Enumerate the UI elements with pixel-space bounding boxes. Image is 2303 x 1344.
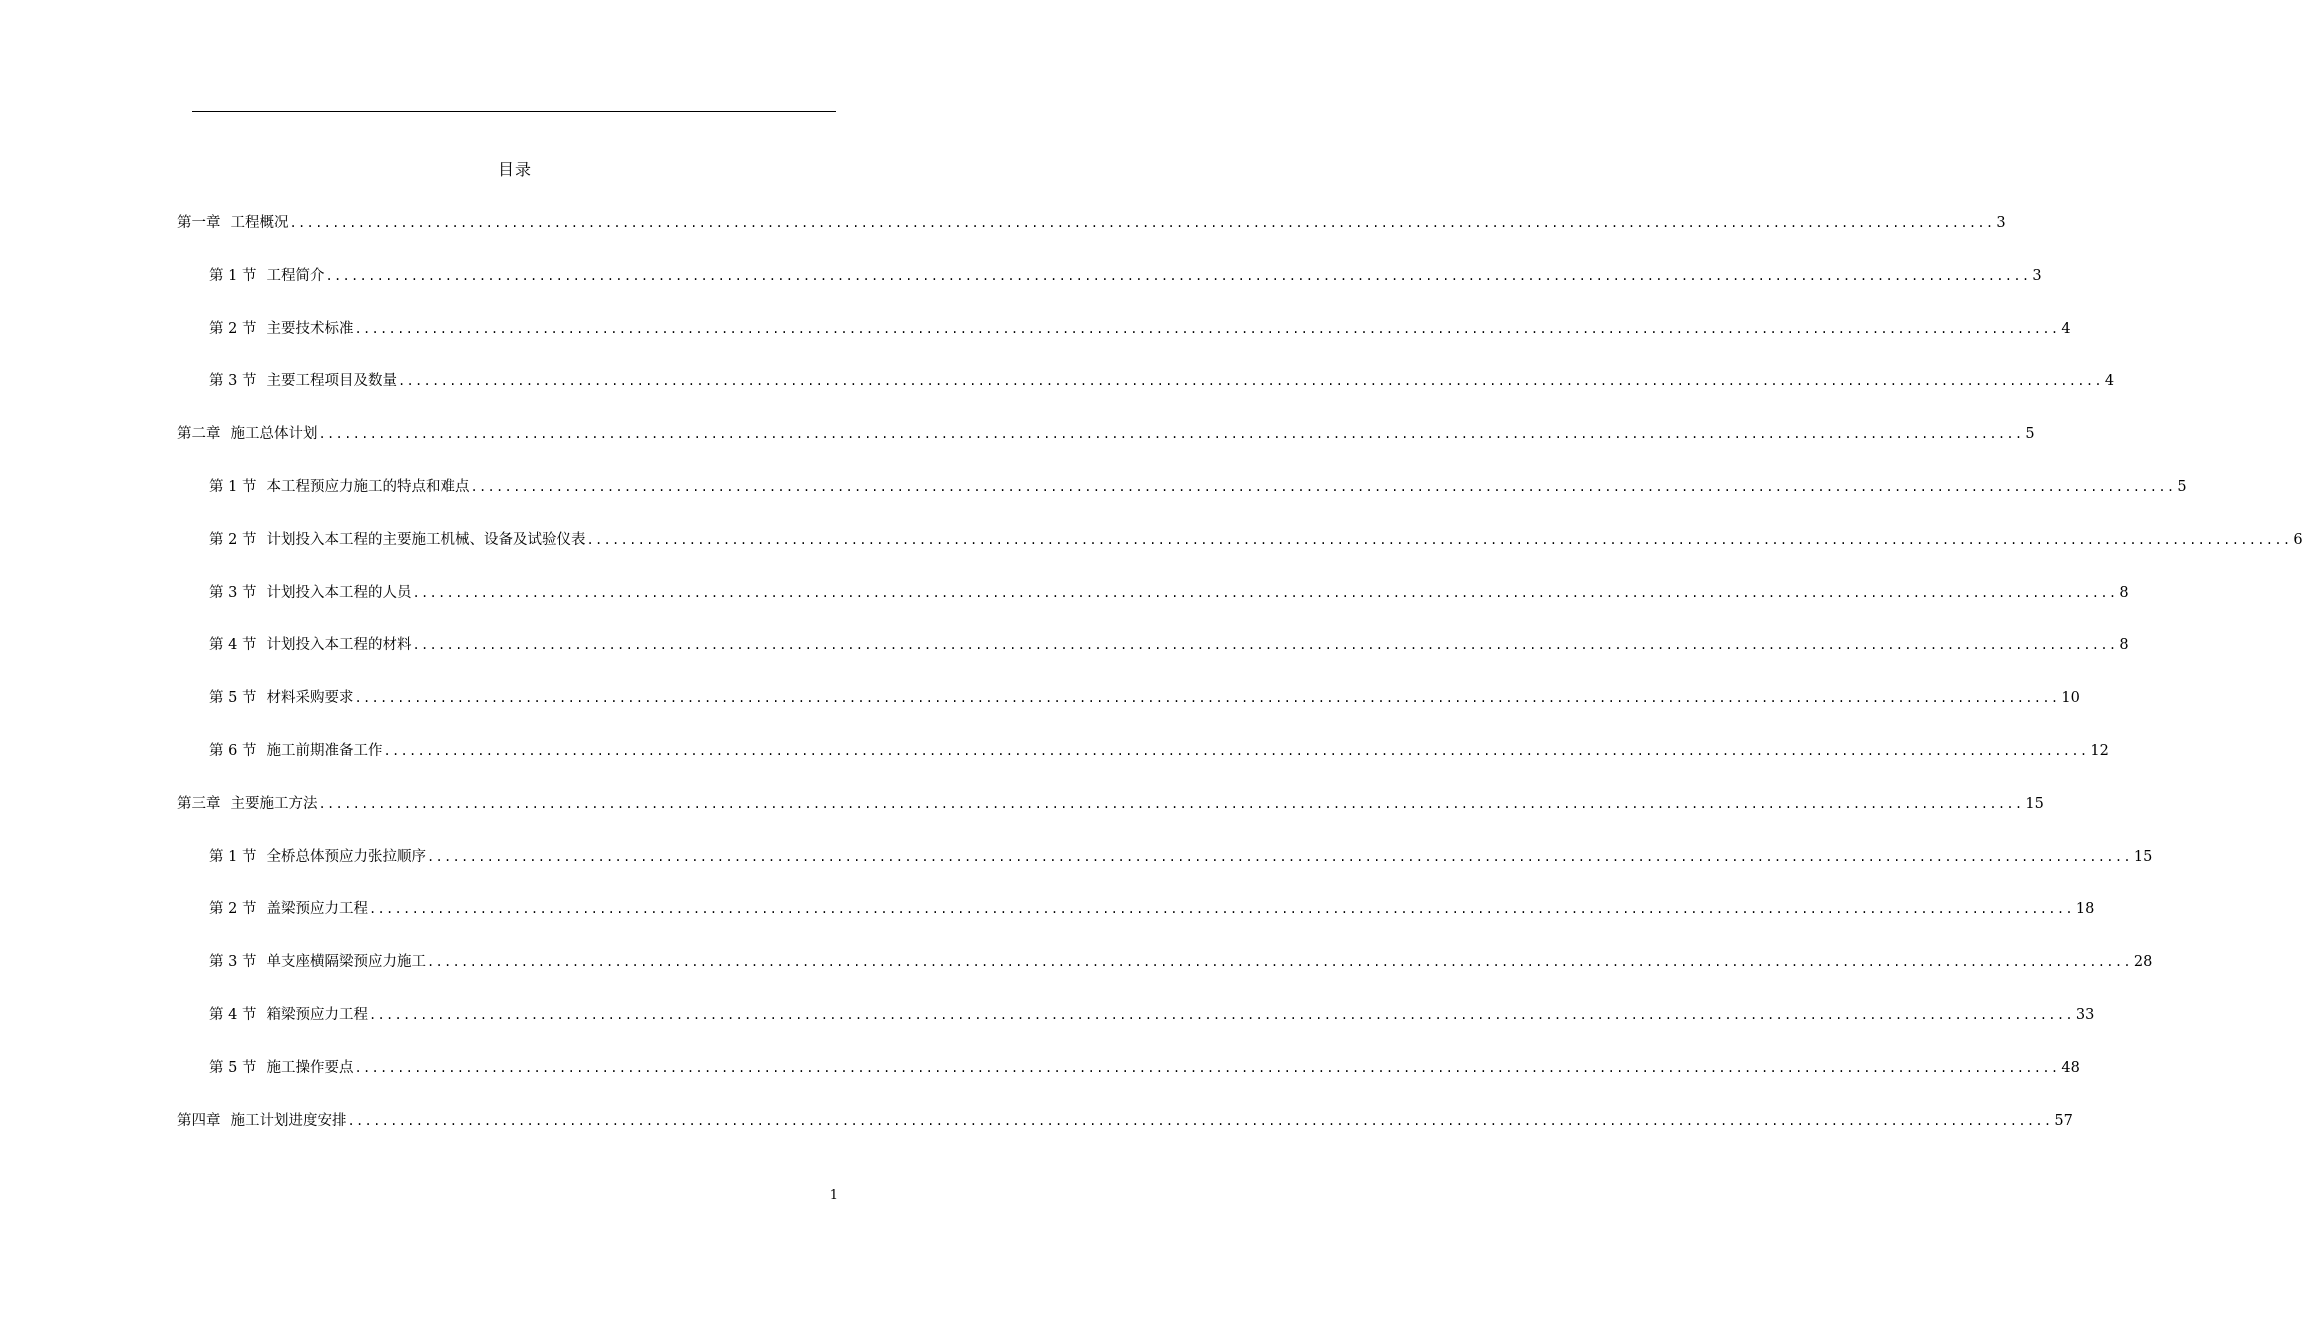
toc-entry-page: 6 — [2293, 531, 2303, 548]
toc-entry-page: 48 — [2061, 1059, 2080, 1076]
toc-entry-page: 8 — [2119, 584, 2129, 601]
toc-dot-leader: ........................................................................................................................................................................................................ — [426, 955, 2132, 970]
toc-entry-page: 10 — [2061, 690, 2080, 707]
toc-dot-leader: ........................................................................................................................................................................................................ — [354, 1060, 2060, 1075]
toc-entry-page: 3 — [1996, 215, 2006, 231]
toc-entry-page: 12 — [2090, 743, 2109, 759]
toc-section-entry[interactable] — [209, 845, 2153, 869]
toc-entry-page: 4 — [2061, 320, 2071, 337]
toc-entry-title: 施工前期准备工作 — [266, 743, 383, 759]
toc-entry-page: 5 — [2177, 479, 2187, 495]
toc-entry-number: 第 4 节 — [209, 637, 257, 654]
toc-entry-number: 第二章 — [177, 426, 221, 443]
toc-title: 目录 — [497, 160, 532, 179]
toc-chapter-entry[interactable] — [177, 792, 2044, 816]
toc-entry-number: 第 6 节 — [209, 743, 257, 759]
toc-chapter-entry[interactable] — [177, 1109, 2073, 1133]
toc-dot-leader: ........................................................................................................................................................................................................ — [412, 638, 2118, 653]
toc-entry-page: 28 — [2133, 954, 2153, 971]
toc-section-entry[interactable] — [209, 317, 2071, 341]
toc-section-entry[interactable] — [209, 369, 2115, 393]
toc-entry-number: 第一章 — [177, 215, 221, 231]
page-number: 1 — [829, 1188, 838, 1203]
toc-dot-leader: ........................................................................................................................................................................................................ — [368, 1008, 2074, 1022]
toc-entry-number: 第三章 — [177, 795, 221, 812]
toc-entry-page: 57 — [2054, 1112, 2073, 1129]
toc-dot-leader: ........................................................................................................................................................................................................ — [318, 796, 2024, 811]
toc-entry-page: 5 — [2025, 426, 2035, 443]
toc-dot-leader: ........................................................................................................................................................................................................ — [318, 427, 2024, 442]
toc-dot-leader: ........................................................................................................................................................................................................ — [289, 216, 1995, 230]
toc-dot-leader: ........................................................................................................................................................................................................ — [354, 691, 2060, 706]
toc-entry-number: 第 3 节 — [209, 373, 257, 390]
toc-entry-title: 单支座横隔梁预应力施工 — [266, 954, 426, 971]
toc-entry-number: 第 1 节 — [209, 267, 257, 284]
toc-entry-number: 第四章 — [177, 1112, 221, 1129]
toc-entry-title: 计划投入本工程的材料 — [266, 637, 412, 654]
toc-dot-leader: ........................................................................................................................................................................................................ — [383, 744, 2089, 758]
toc-dot-leader: ........................................................................................................................................................................................................ — [325, 268, 2031, 283]
toc-entry-page: 15 — [2133, 848, 2153, 865]
toc-entry-title: 工程简介 — [266, 267, 325, 284]
toc-entry-page: 15 — [2025, 795, 2044, 812]
toc-section-entry[interactable] — [209, 950, 2153, 974]
toc-entry-number: 第 3 节 — [209, 584, 257, 601]
toc-entry-title: 主要施工方法 — [230, 795, 318, 812]
toc-entry-page: 4 — [2104, 373, 2115, 390]
toc-entry-title: 本工程预应力施工的特点和难点 — [266, 479, 470, 495]
toc-entry-title: 材料采购要求 — [266, 690, 354, 707]
toc-dot-leader: ........................................................................................................................................................................................................ — [412, 585, 2118, 600]
toc-entry-number: 第 1 节 — [209, 848, 257, 865]
toc-entry-page: 8 — [2119, 637, 2129, 654]
toc-entry-number: 第 2 节 — [209, 901, 257, 918]
toc-section-entry[interactable] — [209, 475, 2187, 499]
toc-section-entry[interactable] — [209, 739, 2109, 763]
toc-entry-number: 第 4 节 — [209, 1007, 257, 1023]
toc-dot-leader: ........................................................................................................................................................................................................ — [470, 480, 2176, 494]
toc-entry-page: 33 — [2075, 1007, 2095, 1023]
toc-entry-title: 施工计划进度安排 — [230, 1112, 347, 1129]
toc-entry-number: 第 1 节 — [209, 479, 257, 495]
toc-section-entry[interactable] — [209, 1003, 2095, 1027]
toc-entry-number: 第 3 节 — [209, 954, 257, 971]
toc-entry-title: 计划投入本工程的人员 — [266, 584, 412, 601]
toc-dot-leader: ........................................................................................................................................................................................................ — [397, 374, 2103, 389]
toc-entry-page: 3 — [2032, 267, 2042, 284]
toc-entry-title: 计划投入本工程的主要施工机械、设备及试验仪表 — [266, 531, 586, 548]
toc-section-entry[interactable] — [209, 581, 2129, 605]
toc-entry-title: 主要工程项目及数量 — [266, 373, 397, 390]
toc-section-entry[interactable] — [209, 633, 2129, 657]
toc-section-entry[interactable] — [209, 897, 2095, 921]
toc-entry-title: 主要技术标准 — [266, 320, 354, 337]
toc-entry-page: 18 — [2075, 901, 2095, 918]
toc-entry-number: 第 5 节 — [209, 1059, 257, 1076]
toc-entry-title: 施工总体计划 — [230, 426, 318, 443]
toc-entry-number: 第 2 节 — [209, 531, 257, 548]
toc-entry-number: 第 5 节 — [209, 690, 257, 707]
toc-section-entry[interactable] — [209, 264, 2042, 288]
toc-chapter-entry[interactable] — [177, 422, 2035, 446]
toc-dot-leader: ........................................................................................................................................................................................................ — [347, 1113, 2053, 1128]
toc-entry-title: 工程概况 — [230, 215, 289, 231]
toc-dot-leader: ........................................................................................................................................................................................................ — [354, 321, 2060, 336]
toc-chapter-entry[interactable] — [177, 211, 2006, 235]
toc-dot-leader: ........................................................................................................................................................................................................ — [586, 532, 2292, 547]
toc-entry-number: 第 2 节 — [209, 320, 257, 337]
toc-entry-title: 箱梁预应力工程 — [266, 1007, 368, 1023]
toc-section-entry[interactable] — [209, 528, 2303, 552]
toc-dot-leader: ........................................................................................................................................................................................................ — [368, 902, 2074, 917]
toc-entry-title: 全桥总体预应力张拉顺序 — [266, 848, 426, 865]
toc-entry-title: 盖梁预应力工程 — [266, 901, 368, 918]
toc-section-entry[interactable] — [209, 686, 2080, 710]
toc-entry-title: 施工操作要点 — [266, 1059, 354, 1076]
toc-section-entry[interactable] — [209, 1056, 2080, 1080]
toc-dot-leader: ........................................................................................................................................................................................................ — [426, 849, 2132, 864]
